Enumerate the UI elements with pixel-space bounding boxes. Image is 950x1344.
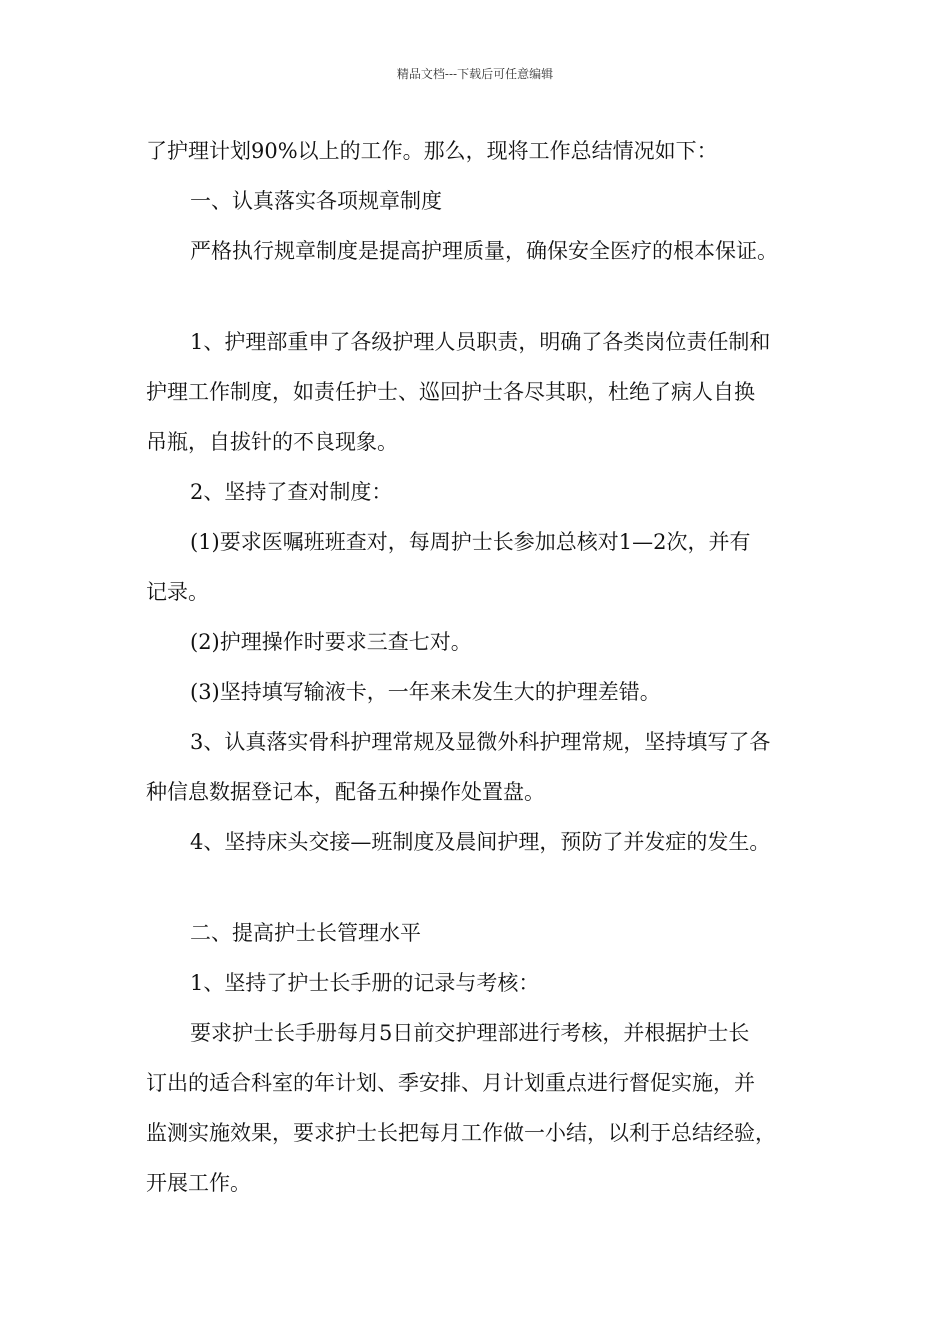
text-line: 要求护士长手册每月5日前交护理部进行考核，并根据护士长 [190,1021,750,1045]
text-line: 了护理计划90%以上的工作。那么，现将工作总结情况如下： [146,139,718,163]
page-header: 精品文档---下载后可任意编辑 [396,67,554,81]
text-line: 开展工作。 [146,1171,251,1195]
text-line: 护理工作制度，如责任护士、巡回护士各尽其职，杜绝了病人自换 [146,380,755,404]
text-line: 严格执行规章制度是提高护理质量，确保安全医疗的根本保证。 [190,239,778,263]
text-line: 一、认真落实各项规章制度 [190,189,442,213]
text-line: 4、坚持床头交接—班制度及晨间护理，预防了并发症的发生。 [190,830,771,854]
text-line: (2)护理操作时要求三查七对。 [190,630,472,654]
text-line: 吊瓶，自拔针的不良现象。 [146,430,398,454]
text-line: 订出的适合科室的年计划、季安排、月计划重点进行督促实施，并 [146,1071,755,1095]
text-line: 监测实施效果，要求护士长把每月工作做一小结，以利于总结经验， [146,1121,776,1145]
text-line: 2、坚持了查对制度： [190,480,393,504]
text-line: (1)要求医嘱班班查对，每周护士长参加总核对1—2次，并有 [190,530,751,554]
document-body [146,131,818,1213]
text-line: 种信息数据登记本，配备五种操作处置盘。 [146,780,545,804]
text-line: 二、提高护士长管理水平 [190,921,421,945]
text-line: (3)坚持填写输液卡，一年来未发生大的护理差错。 [190,680,661,704]
text-line: 1、坚持了护士长手册的记录与考核： [190,971,540,995]
text-line: 3、认真落实骨科护理常规及显微外科护理常规，坚持填写了各 [190,730,771,754]
text-line: 记录。 [146,580,209,604]
text-line: 1、护理部重申了各级护理人员职责，明确了各类岗位责任制和 [190,330,771,354]
